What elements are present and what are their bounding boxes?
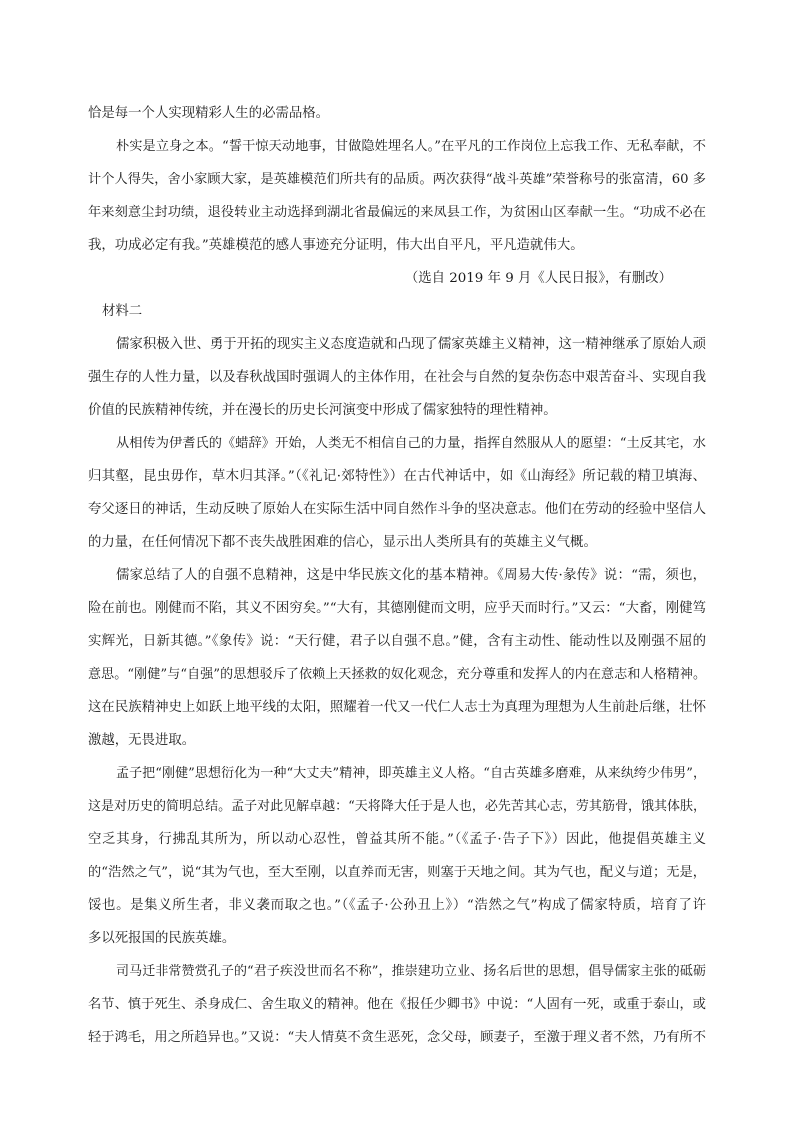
text-line: 名节、慎于死生、杀身成仁、舍生取义的精神。他在《报任少卿书》中说：“人固有一死，或重于泰山，或	[88, 997, 706, 1012]
text-line: 激越，无畏进取。	[88, 733, 196, 748]
text-line: 计个人得失，舍小家顾大家，是英雄模范们所共有的品质。两次获得“战斗英雄”荣誉称号的张富清，60 多	[88, 172, 706, 187]
paragraph-ancient-myths	[88, 427, 706, 559]
text-line: 我，功成必定有我。”英雄模范的感人事迹充分证明，伟大出自平凡，平凡造就伟大。	[88, 238, 584, 253]
text-line: 强生存的人性力量，以及春秋战国时强调人的主体作用，在社会与自然的复杂伤态中艰苦奋斗、实现自我	[88, 370, 706, 385]
text-line: 多以死报国的民族英雄。	[88, 931, 236, 946]
text-line: 夸父逐日的神话，生动反映了原始人在实际生活中同自然作斗争的坚决意志。他们在劳动的经验中坚信人	[88, 502, 706, 517]
text-line: 朴实是立身之本。“誓干惊天动地事，甘做隐姓埋名人。”在平凡的工作岗位上忘我工作、无私奉献，不	[116, 139, 706, 154]
text-line: 价值的民族精神传统，并在漫长的历史长河演变中形成了儒家独特的理性精神。	[88, 403, 557, 418]
text-line: 归其壑，昆虫毋作，草木归其泽。”（《礼记·郊特性》）在古代神话中，如《山海经》所记载的精卫填海、	[88, 469, 706, 484]
paragraph-simplicity	[88, 130, 706, 262]
text-line: 轻于鸿毛，用之所趋异也。”又说：“夫人情莫不贪生恶死，念父母，顾妻子，至激于理义者不然，乃有所不	[88, 1030, 706, 1045]
paragraph-confucian-heroism	[88, 328, 706, 427]
text-line: 空乏其身，行拂乱其所为，所以动心忍性，曾益其所不能。”（《孟子·告子下》）因此，他提倡英雄主义	[88, 832, 706, 847]
text-line: 孟子把“刚健”思想衍化为一种“大丈夫”精神，即英雄主义人格。“自古英雄多磨难，从来纨绔少伟男”，	[116, 766, 706, 781]
text-line: 这是对历史的简明总结。孟子对此见解卓越：“天将降大任于是人也，必先苦其心志，劳其筋骨，饿其体肤，	[88, 799, 706, 814]
text-line: 实辉光，日新其德。”《象传》说：“天行健，君子以自强不息。”健，含有主动性、能动性以及刚强不屈的	[88, 634, 706, 649]
source-citation: （选自 2019 年 9 月《人民日报》，有删改）	[404, 271, 672, 286]
paragraph-sima-qian	[88, 955, 706, 1054]
text-line: 年来刻意尘封功绩，退役转业主动选择到湖北省最偏远的来凤县工作，为贫困山区奉献一生。“功成不必在	[88, 205, 706, 220]
text-line: 司马迁非常赞赏孔子的“君子疾没世而名不称”，推崇建功立业、扬名后世的思想，倡导儒家主张的砥砺	[116, 964, 706, 979]
text-line: 的“浩然之气”，说“其为气也，至大至刚，以直养而无害，则塞于天地之间。其为气也，配义与道；无是，	[88, 865, 706, 880]
paragraph-continuation	[88, 97, 706, 130]
text-line: 儒家积极入世、勇于开拓的现实主义态度造就和凸现了儒家英雄主义精神，这一精神继承了原始人顽	[116, 337, 706, 352]
text-line: 这在民族精神史上如跃上地平线的太阳，照耀着一代又一代仁人志士为真理为理想为人生前赴后继，壮怀	[88, 700, 706, 715]
text-line: 从相传为伊耆氏的《蜡辞》开始，人类无不相信自己的力量，指挥自然服从人的愿望：“土反其宅，水	[116, 436, 706, 451]
text-line: 的力量，在任何情况下都不丧失战胜困难的信心，显示出人类所具有的英雄主义气概。	[88, 535, 597, 550]
paragraph-self-strengthening	[88, 559, 706, 757]
section-heading: 材料二	[102, 304, 143, 319]
text-line: 儒家总结了人的自强不息精神，这是中华民族文化的基本精神。《周易大传·彖传》说：“需，须也，	[116, 568, 706, 583]
paragraph-mencius	[88, 757, 706, 955]
text-line: 险在前也。刚健而不陷，其义不困穷矣。”“大有，其德刚健而文明，应乎天而时行。”又云：“大畜，刚健笃	[88, 601, 706, 616]
text-line: 恰是每一个人实现精彩人生的必需品格。	[88, 106, 330, 121]
text-line: 馁也。是集义所生者，非义袭而取之也。”（《孟子·公孙丑上》）“浩然之气”构成了儒家特质，培育了许	[88, 898, 706, 913]
document-page	[88, 97, 706, 1054]
text-line: 意思。“刚健”与“自强”的思想驳斥了依赖上天拯救的奴化观念，充分尊重和发挥人的内在意志和人格精神。	[88, 667, 706, 682]
